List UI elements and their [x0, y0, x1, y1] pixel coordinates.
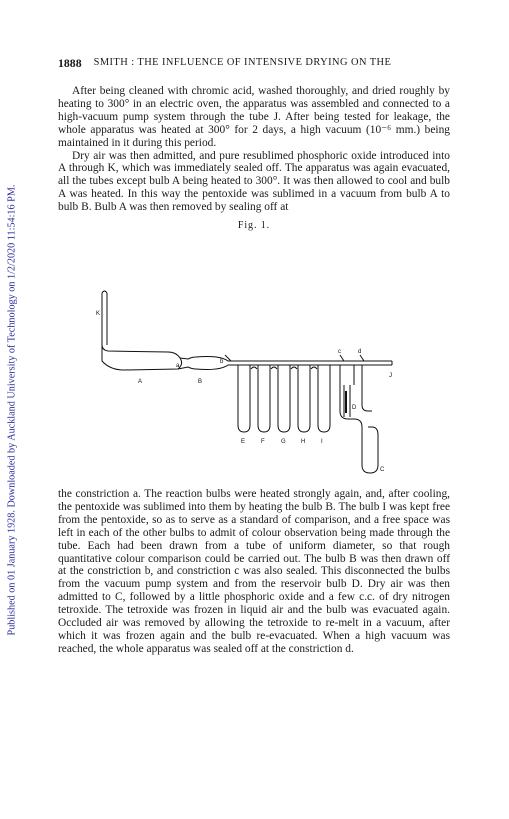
label-bulb-b: B [198, 379, 203, 385]
figure-caption: Fig. 1. [237, 220, 271, 232]
running-head-title: SMITH : THE INFLUENCE OF INTENSIVE DRYING ON THE [93, 57, 392, 68]
label-constriction-d: d [358, 349, 362, 355]
label-k: K [96, 311, 101, 317]
label-bulb-c: C [380, 467, 385, 473]
page-number: 1888 [58, 56, 82, 70]
label-bulb-h: H [301, 439, 306, 445]
label-bulb-f: F [261, 439, 265, 445]
label-reservoir-d: D [352, 405, 357, 411]
label-bulb-i: I [321, 439, 323, 445]
label-tube-j: J [389, 373, 392, 379]
download-notice-text: Published on 01 January 1928. Downloaded by Auckland University of Technology on 1/2/2020 11:54:16 PM. [6, 184, 18, 636]
running-head [58, 56, 450, 70]
figure-apparatus-diagram [40, 285, 400, 485]
label-bulb-e: E [241, 439, 246, 445]
label-constriction-a: a [176, 363, 180, 369]
label-bulb-a: A [138, 379, 143, 385]
download-notice [2, 0, 22, 819]
paragraph: the constriction a. The reaction bulbs were heated strongly again, and, after cooling, the pentoxide was sublimed into them by heating the bulb B. The bulb I was kept free from the pentoxide, so as to serve as a standard of comparison, and a free space was left in each of the other bulbs to admit of colour observation being made through the tube. Each had been drawn from a tube of uniform diameter, so that rough quantitative colour comparison could be carried out. The bulb B was then drawn off at the constriction b, and constriction c was also sealed. This disconnected the bulbs from the vacuum pump system and from the reservoir bulb D. Dry air was then admitted to C, followed by a little phosphoric oxide and a few c.c. of dry nitrogen tetroxide. The tetroxide was frozen in liquid air and the bulb was evacuated again. Occluded air was removed by allowing the tetroxide to re-melt in a vacuum, after which it was frozen again and the bulb re-evacuated. When a high vacuum was reached, the whole apparatus was sealed off at the constriction d. [58, 488, 450, 655]
paragraph: After being cleaned with chromic acid, washed thoroughly, and dried roughly by heating to 300° in an electric oven, the apparatus was assembled and connected to a high-vacuum pump system through the tube J. After being tested for leakage, the whole apparatus was heated at 300° for 2 days, a high vacuum (10⁻⁶ mm.) being maintained in it during this period. [58, 85, 450, 149]
label-constriction-b: b [220, 359, 224, 365]
label-bulb-g: G [281, 439, 286, 445]
label-constriction-c: c [338, 349, 341, 355]
paragraph: Dry air was then admitted, and pure resublimed phosphoric oxide introduced into A through K, which was immediately sealed off. The apparatus was again evacuated, all the tubes except bulb A being heated to 300°. It was then allowed to cool and bulb A was heated. In this way the pentoxide was sublimed in a vacuum from bulb A to bulb B. Bulb A was then removed by sealing off at [58, 149, 450, 214]
apparatus-drawing [40, 285, 400, 485]
page-content [58, 56, 450, 232]
